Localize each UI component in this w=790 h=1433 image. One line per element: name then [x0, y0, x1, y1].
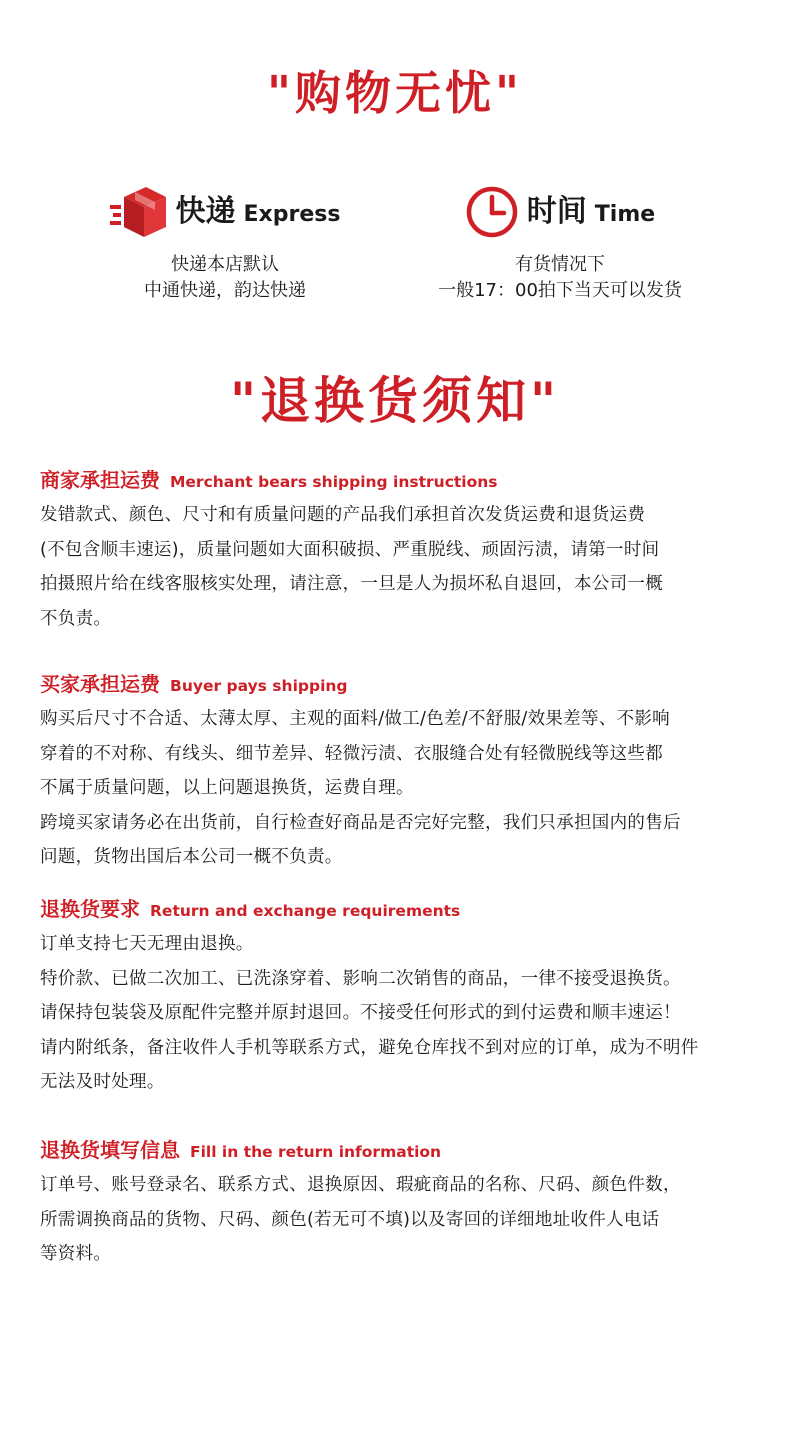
feature-time-line: 一般17：00拍下当天可以发货 — [438, 280, 682, 301]
section-title-en: Buyer pays shipping — [170, 677, 348, 695]
section-title-cn: 退换货填写信息 — [40, 1138, 180, 1162]
paragraph-line: 购买后尺寸不合适、太薄太厚、主观的面料/做工/色差/不舒服/效果差等、不影响 — [40, 709, 670, 729]
paragraph-line: 拍摄照片给在线客服核实处理，请注意，一旦是人为损坏私自退回，本公司一概 — [40, 574, 663, 594]
section-title-cn: 商家承担运费 — [40, 468, 160, 492]
paragraph-line: 跨境买家请务必在出货前，自行检查好商品是否完好完整，我们只承担国内的售后 — [40, 812, 681, 833]
feature-express-header — [60, 180, 390, 244]
feature-time-line: 有货情况下 — [515, 254, 605, 275]
section-merchant-shipping — [40, 462, 760, 636]
page-title: "购物无忧" — [267, 66, 523, 120]
feature-time — [395, 180, 725, 304]
paragraph-line: 特价款、已做二次加工、已洗涤穿着、影响二次销售的商品，一律不接受退换货。 — [40, 968, 681, 989]
section-body — [40, 927, 760, 1100]
feature-express-line: 快递本店默认 — [171, 254, 279, 275]
feature-express-line: 中通快递，韵达快递 — [144, 280, 306, 301]
paragraph-line: 所需调换商品的货物、尺码、颜色(若无可不填)以及寄回的详细地址收件人电话 — [40, 1209, 660, 1230]
delivery-box-icon — [110, 185, 168, 239]
section-header — [40, 462, 760, 498]
paragraph-line: 不属于质量问题，以上问题退换货，运费自理。 — [40, 778, 414, 798]
feature-express-title-cn: 快递 — [175, 194, 236, 229]
clock-icon — [465, 185, 519, 239]
feature-express-title-en: Express — [243, 202, 341, 227]
section-title-en: Merchant bears shipping instructions — [170, 473, 498, 491]
section-header — [40, 1132, 760, 1168]
paragraph-line: 订单号、账号登录名、联系方式、退换原因、瑕疵商品的名称、尺码、颜色件数， — [40, 1175, 681, 1195]
section-header — [40, 666, 760, 702]
paragraph-line: 无法及时处理。 — [40, 1072, 165, 1092]
paragraph-line: 问题，货物出国后本公司一概不负责。 — [40, 847, 343, 867]
feature-time-title-en: Time — [594, 202, 656, 227]
section-return-requirements — [40, 891, 760, 1100]
section-title-cn: 买家承担运费 — [40, 672, 160, 696]
paragraph-line: 等资料。 — [40, 1244, 112, 1264]
notice-title: "退换货须知" — [229, 372, 561, 430]
section-title-cn: 退换货要求 — [40, 897, 140, 921]
section-header — [40, 891, 760, 927]
feature-time-title-cn: 时间 — [526, 194, 587, 229]
section-body — [40, 1168, 760, 1272]
feature-time-header — [395, 180, 725, 244]
paragraph-line: (不包含顺丰速运)，质量问题如大面积破损、严重脱线、顽固污渍，请第一时间 — [40, 539, 660, 560]
section-buyer-shipping — [40, 666, 760, 875]
section-title-en: Return and exchange requirements — [150, 902, 461, 920]
section-body — [40, 498, 760, 636]
feature-express — [60, 180, 390, 304]
section-title-en: Fill in the return information — [190, 1143, 442, 1161]
section-return-info — [40, 1132, 760, 1272]
paragraph-line: 发错款式、颜色、尺寸和有质量问题的产品我们承担首次发货运费和退货运费 — [40, 505, 646, 525]
paragraph-line: 穿着的不对称、有线头、细节差异、轻微污渍、衣服缝合处有轻微脱线等这些都 — [40, 743, 663, 764]
paragraph-line: 不负责。 — [40, 608, 112, 629]
paragraph-line: 请保持包装袋及原配件完整并原封退回。不接受任何形式的到付运费和顺丰速运！ — [40, 1003, 681, 1023]
paragraph-line: 请内附纸条，备注收件人手机等联系方式，避免仓库找不到对应的订单，成为不明件 — [40, 1037, 699, 1058]
section-body — [40, 702, 760, 875]
paragraph-line: 订单支持七天无理由退换。 — [40, 934, 254, 954]
